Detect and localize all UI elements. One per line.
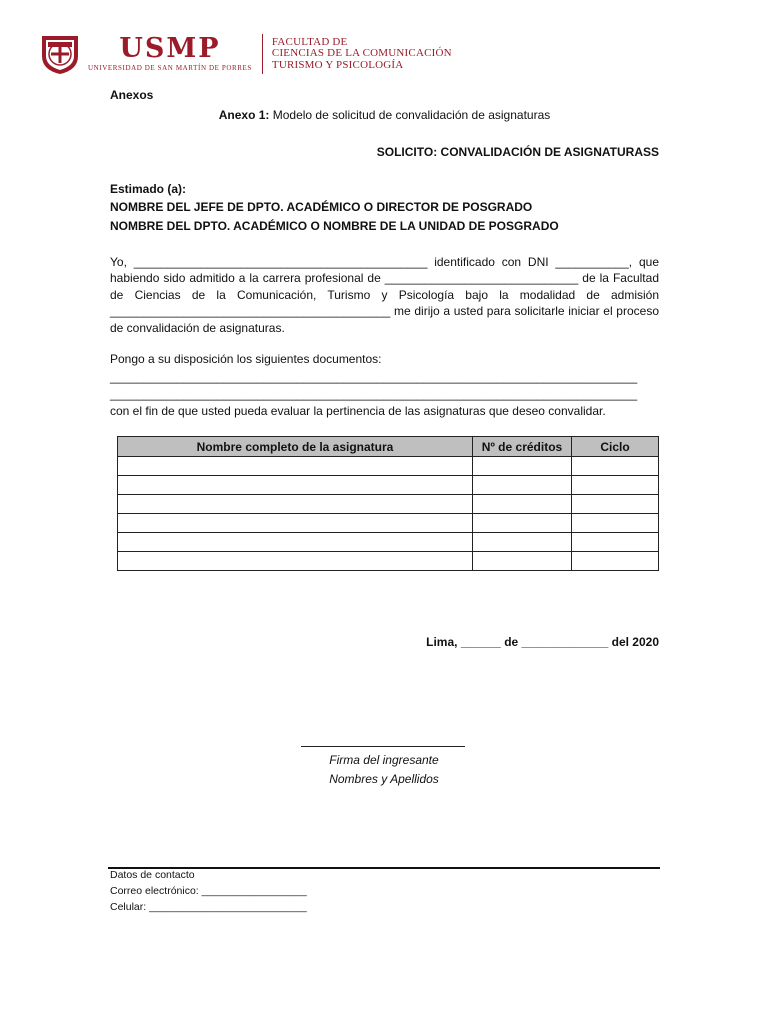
subject-cell[interactable] bbox=[118, 533, 473, 552]
header-divider bbox=[262, 34, 263, 74]
subject-cell[interactable] bbox=[118, 514, 473, 533]
signature-line bbox=[301, 746, 465, 747]
signature-name: Nombres y Apellidos bbox=[329, 772, 439, 786]
documents-blank-line-2: _______________________________________________________________________________ bbox=[110, 387, 638, 401]
cycle-cell[interactable] bbox=[572, 457, 659, 476]
table-row bbox=[118, 476, 659, 495]
column-header-credits: Nº de créditos bbox=[473, 437, 572, 457]
table-row bbox=[118, 457, 659, 476]
request-subject: SOLICITO: CONVALIDACIÓN DE ASIGNATURASS bbox=[376, 145, 659, 159]
subject-cell[interactable] bbox=[118, 552, 473, 571]
university-seal-icon bbox=[38, 32, 82, 76]
request-paragraph: Yo, ____________________________________________ identificado con DNI ___________, que habiendo sido admitido a la carrera profesional de _____________________________ de la Facultad de Ciencias de la Comunicación, Turismo y Psicología bajo la modalidad de admisión __________________________________________ me dirijo a usted para solicitarle iniciar el proceso de convalidación de asignaturas. bbox=[110, 255, 659, 335]
credits-cell[interactable] bbox=[473, 533, 572, 552]
documents-blank-line-1: _______________________________________________________________________________ bbox=[110, 370, 638, 384]
faculty-line-2: CIENCIAS DE LA COMUNICACIÓN bbox=[271, 47, 452, 60]
credits-cell[interactable] bbox=[473, 495, 572, 514]
subjects-table bbox=[117, 436, 659, 571]
date-line: Lima, ______ de _____________ del 2020 bbox=[426, 635, 659, 649]
subject-cell[interactable] bbox=[118, 457, 473, 476]
credits-cell[interactable] bbox=[473, 514, 572, 533]
credits-cell[interactable] bbox=[473, 476, 572, 495]
brand-subtitle: UNIVERSIDAD DE SAN MARTÍN DE PORRES bbox=[88, 64, 252, 72]
addressee-department: NOMBRE DEL DPTO. ACADÉMICO O NOMBRE DE LA UNIDAD DE POSGRADO bbox=[110, 219, 559, 233]
greeting: Estimado (a): bbox=[110, 182, 187, 196]
subject-cell[interactable] bbox=[118, 495, 473, 514]
table-header-row bbox=[118, 437, 659, 457]
annex-title: Modelo de solicitud de convalidación de asignaturas bbox=[269, 108, 551, 122]
documents-intro: Pongo a su disposición los siguientes documentos: bbox=[110, 352, 382, 366]
section-title: Anexos bbox=[110, 88, 154, 102]
cycle-cell[interactable] bbox=[572, 476, 659, 495]
faculty-name bbox=[272, 37, 452, 72]
cycle-cell[interactable] bbox=[572, 552, 659, 571]
brand-name: USMP bbox=[119, 33, 221, 64]
table-row bbox=[118, 533, 659, 552]
faculty-line-1: FACULTAD DE bbox=[271, 35, 348, 48]
contact-title: Datos de contacto bbox=[110, 869, 195, 881]
contact-phone: Celular: ___________________________ bbox=[110, 901, 307, 913]
addressee-name: NOMBRE DEL JEFE DE DPTO. ACADÉMICO O DIRECTOR DE POSGRADO bbox=[110, 200, 533, 214]
credits-cell[interactable] bbox=[473, 457, 572, 476]
credits-cell[interactable] bbox=[473, 552, 572, 571]
table-row bbox=[118, 514, 659, 533]
column-header-cycle: Ciclo bbox=[572, 437, 659, 457]
cycle-cell[interactable] bbox=[572, 514, 659, 533]
annex-heading bbox=[110, 107, 659, 123]
closing-sentence: con el fin de que usted pueda evaluar la pertinencia de las asignaturas que deseo convalidar. bbox=[110, 404, 606, 418]
subject-cell[interactable] bbox=[118, 476, 473, 495]
table-row bbox=[118, 552, 659, 571]
cycle-cell[interactable] bbox=[572, 533, 659, 552]
letterhead bbox=[38, 30, 452, 78]
contact-email: Correo electrónico: __________________ bbox=[110, 885, 307, 897]
table-row bbox=[118, 495, 659, 514]
annex-label: Anexo 1: bbox=[218, 108, 270, 122]
cycle-cell[interactable] bbox=[572, 495, 659, 514]
brand-block bbox=[88, 35, 252, 73]
signature-label: Firma del ingresante bbox=[329, 753, 439, 767]
column-header-subject: Nombre completo de la asignatura bbox=[118, 437, 473, 457]
faculty-line-3: TURISMO Y PSICOLOGÍA bbox=[271, 58, 404, 71]
